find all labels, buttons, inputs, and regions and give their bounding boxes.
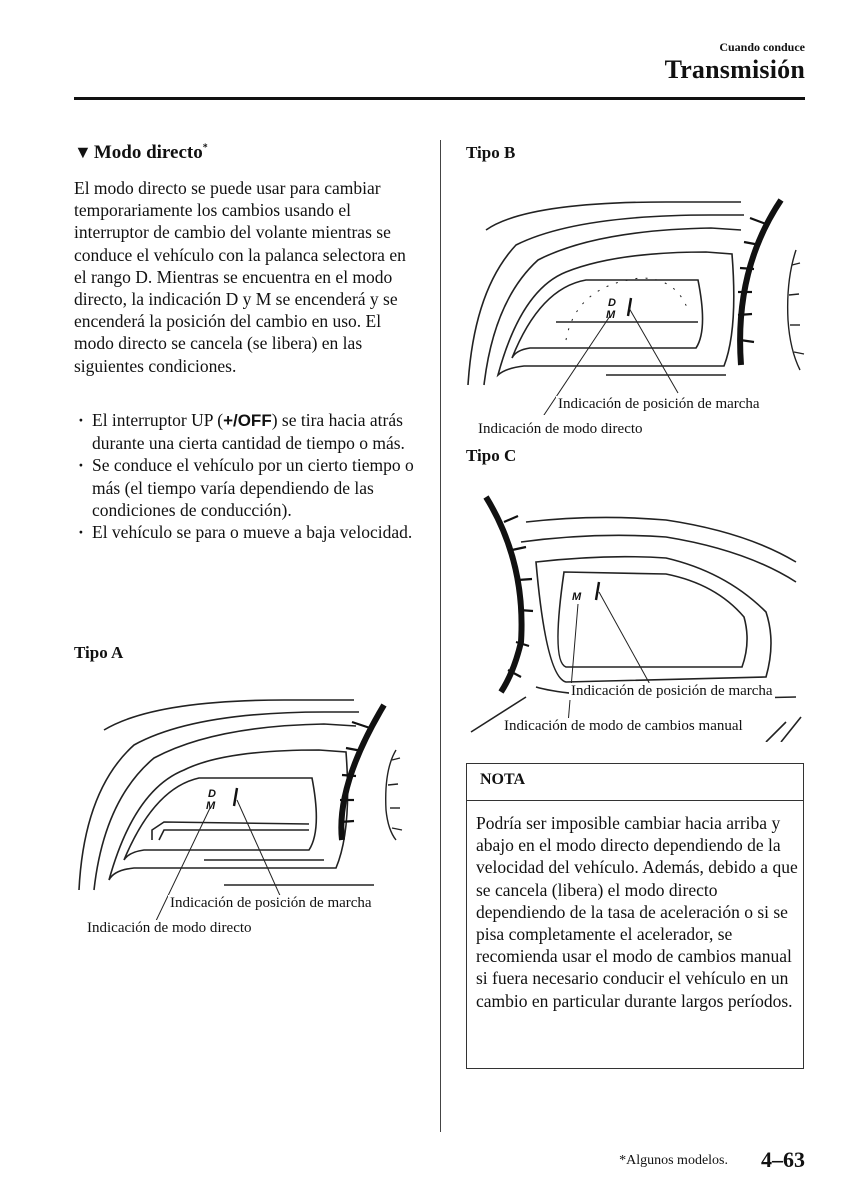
footnote-marker: *: [202, 142, 208, 154]
gauge-d-indicator: D: [608, 297, 616, 309]
up-switch-label: +/OFF: [223, 411, 272, 430]
figure-a-illustration: [74, 690, 414, 920]
page-title: Transmisión: [664, 55, 805, 84]
page-number: 4–63: [761, 1147, 805, 1172]
gauge-m-indicator: M: [606, 309, 616, 321]
list-item: · El vehículo se para o mueve a baja velocidad.: [78, 521, 423, 543]
figure-b-illustration: [466, 190, 806, 415]
figure-a-label: Tipo A: [74, 643, 124, 662]
footnote: *Algunos modelos.: [619, 1153, 728, 1168]
conditions-list: [78, 409, 423, 543]
callout-manual-mode: Indicación de modo de cambios manual: [504, 718, 743, 734]
header-rule: [74, 97, 805, 100]
gauge-m-indicator: M: [206, 800, 216, 812]
section-title: Cuando conduce: [719, 40, 805, 54]
note-body: Podría ser imposible cambiar hacia arriba y abajo en el modo directo dependiendo de la velocidad del vehículo. Además, debido a que se cancela (libera) el modo directo dependiendo de la tasa de aceleración o si se pisa completamente el acelerador, se recomienda usar el modo de cambios manual si fuera necesario conducir el vehículo en un cambio en particular durante largos períodos.: [476, 813, 798, 1011]
callout-gear-position: Indicación de posición de marcha: [170, 895, 372, 911]
list-item: · Se conduce el vehículo por un cierto tiempo o más (el tiempo varía dependiendo de las condiciones de conducción).: [78, 454, 423, 521]
note-title: NOTA: [466, 763, 804, 801]
gauge-m-indicator: M: [572, 591, 582, 603]
body-paragraph: El modo directo se puede usar para cambiar temporariamente los cambios usando el interruptor de cambio del volante mientras se conduce el vehículo con la palanca selectora en el rango D. Mientras se encuentra en el modo directo, la indicación D y M se encenderá y se encenderá la posición del cambio en uso. El modo directo se cancela (se libera) en las siguientes condiciones.: [74, 178, 406, 376]
figure-b-label: Tipo B: [466, 143, 516, 162]
figure-c-illustration: [466, 492, 806, 742]
callout-gear-position: Indicación de posición de marcha: [571, 683, 773, 699]
callout-gear-position: Indicación de posición de marcha: [558, 396, 760, 412]
section-heading: [74, 142, 208, 164]
column-divider: [440, 140, 441, 1132]
figure-c-label: Tipo C: [466, 446, 517, 465]
list-item: · El interruptor UP (+/OFF) se tira hacia atrás durante una cierta cantidad de tiempo o más.: [78, 409, 423, 454]
gauge-d-indicator: D: [208, 788, 216, 800]
callout-direct-mode: Indicación de modo directo: [478, 421, 643, 437]
section-heading-text: Modo directo: [93, 142, 203, 163]
triangle-marker-icon: ▼: [74, 142, 92, 162]
callout-direct-mode: Indicación de modo directo: [87, 920, 252, 936]
